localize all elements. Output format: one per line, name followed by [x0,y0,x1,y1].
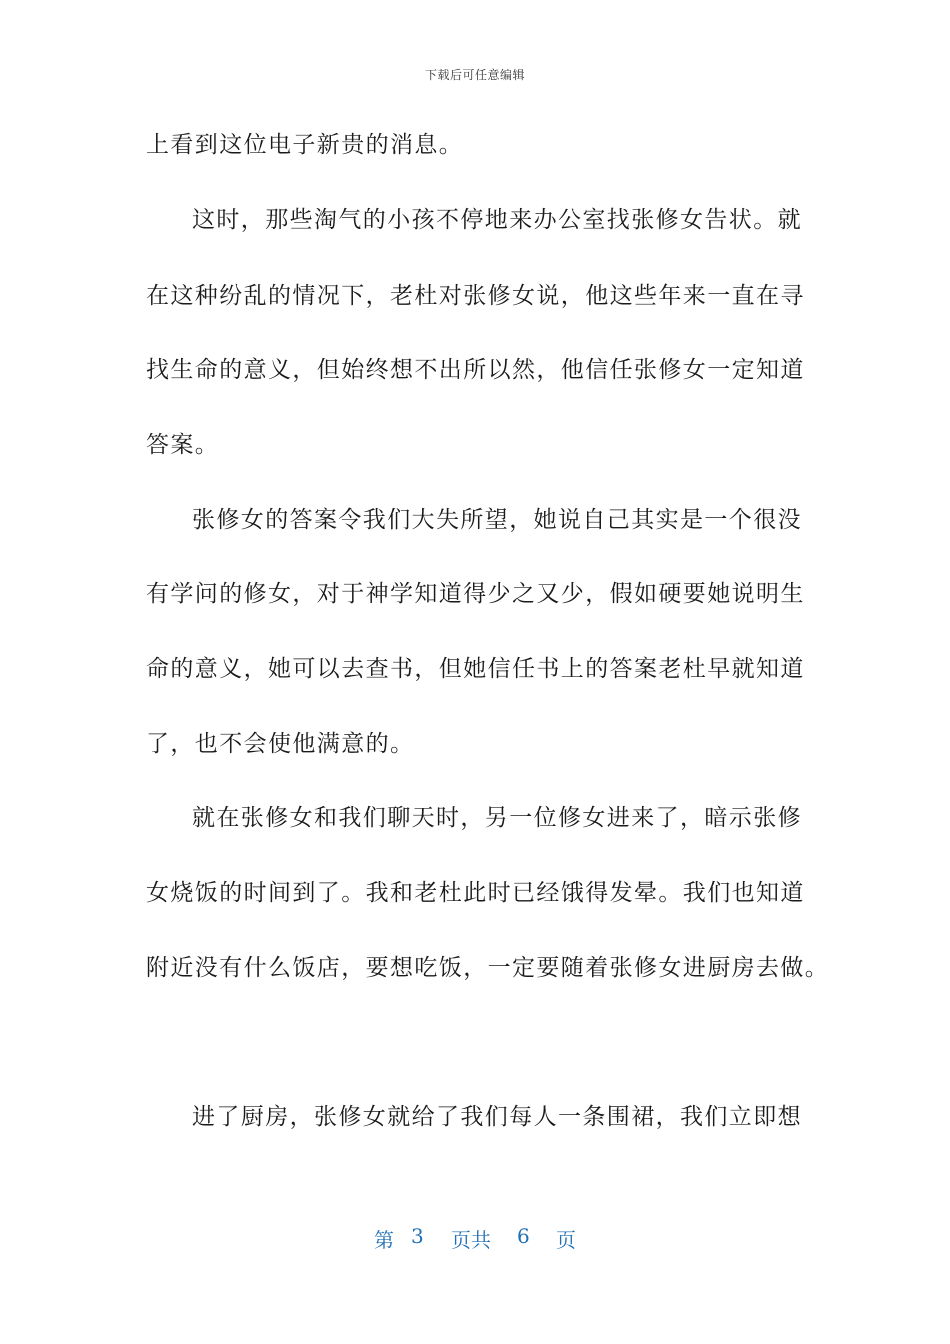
body-line: 附近没有什么饭店，要想吃饭，一定要随着张修女进厨房去做。 [146,955,830,981]
footer-prefix: 第 [374,1228,394,1252]
footer-current-page: 3 [411,1224,424,1248]
body-line: 进了厨房，张修女就给了我们每人一条围裙，我们立即想 [192,1104,802,1130]
body-line: 女烧饭的时间到了。我和老杜此时已经饿得发晕。我们也知道 [146,880,805,906]
body-line: 答案。 [146,432,220,458]
footer-middle: 页共 [451,1228,491,1252]
footer-total-pages: 6 [517,1224,530,1248]
body-line: 了，也不会使他满意的。 [146,731,415,757]
body-line: 找生命的意义，但始终想不出所以然，他信任张修女一定知道 [146,357,805,383]
body-line: 这时，那些淘气的小孩不停地来办公室找张修女告状。就 [192,207,802,233]
page-footer [0,1224,950,1254]
body-line: 张修女的答案令我们大失所望，她说自己其实是一个很没 [192,507,802,533]
body-line: 上看到这位电子新贵的消息。 [146,132,464,158]
body-line: 有学问的修女，对于神学知道得少之又少，假如硬要她说明生 [146,581,805,607]
body-line: 在这种纷乱的情况下，老杜对张修女说，他这些年来一直在寻 [146,283,805,309]
footer-suffix: 页 [556,1228,576,1252]
body-line: 就在张修女和我们聊天时，另一位修女进来了，暗示张修 [192,805,802,831]
page-header: 下载后可任意编辑 [424,68,525,82]
body-line: 命的意义，她可以去查书，但她信任书上的答案老杜早就知道 [146,656,805,682]
